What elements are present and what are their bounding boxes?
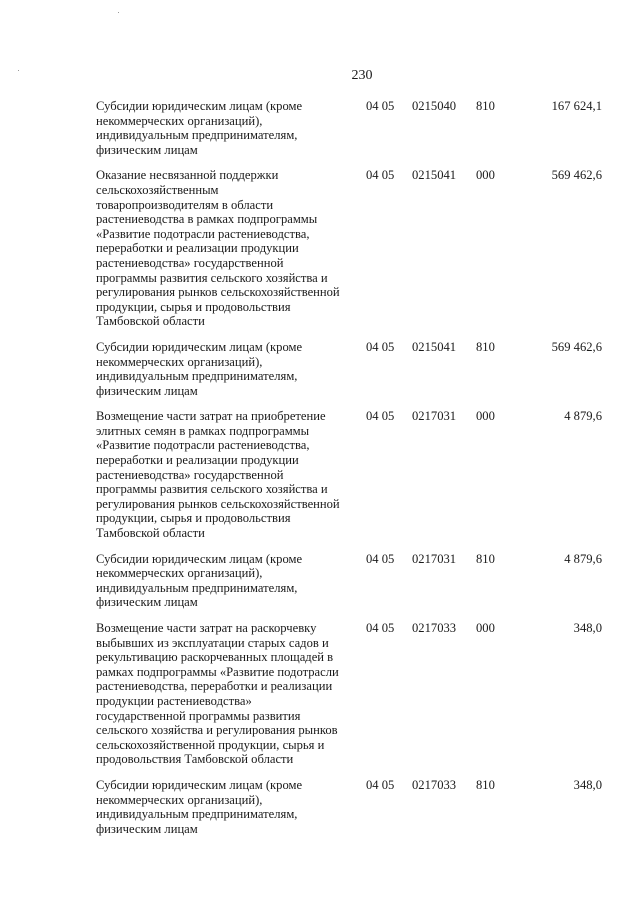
expense-type-code: 810 bbox=[476, 339, 495, 354]
budget-table bbox=[96, 99, 602, 847]
target-code: 0215041 bbox=[412, 339, 457, 354]
section-code: 04 05 bbox=[366, 551, 395, 566]
section-code: 04 05 bbox=[366, 409, 395, 424]
table-row bbox=[96, 778, 602, 847]
amount: 348,0 bbox=[573, 777, 602, 792]
table-row bbox=[96, 340, 602, 409]
expense-type-code: 810 bbox=[476, 551, 495, 566]
target-code: 0217031 bbox=[412, 551, 457, 566]
expense-type-code: 000 bbox=[476, 621, 495, 635]
target-code: 0217033 bbox=[412, 777, 457, 792]
page-number: 230 bbox=[351, 68, 373, 83]
table-row bbox=[96, 99, 602, 168]
amount: 569 462,6 bbox=[551, 168, 602, 183]
amount: 4 879,6 bbox=[564, 551, 602, 566]
target-code: 0215041 bbox=[412, 168, 457, 183]
table-row bbox=[96, 621, 602, 778]
scan-speck bbox=[118, 12, 119, 13]
table-row bbox=[96, 168, 602, 340]
amount: 4 879,6 bbox=[564, 409, 602, 424]
target-code: 0217033 bbox=[412, 621, 457, 635]
amount: 348,0 bbox=[573, 621, 602, 635]
expense-type-code: 000 bbox=[476, 409, 495, 424]
row-name: Субсидии юридическим лицам (кроме некоммерческих организаций), индивидуальным предпринимателям, физическим лицам bbox=[96, 99, 303, 157]
amount: 569 462,6 bbox=[551, 339, 602, 354]
row-name: Оказание несвязанной поддержки сельскохозяйственным товаропроизводителям в области растениеводства в рамках подпрограммы «Развитие подотрасли растениеводства, переработки и реализации продукции растениеводства» государственной программы развития сельского хозяйства и регулирования рынков сельскохозяйственной продукции, сырья и продовольствия Тамбовской области bbox=[96, 168, 340, 329]
row-name: Субсидии юридическим лицам (кроме некоммерческих организаций), индивидуальным предпринимателям, физическим лицам bbox=[96, 777, 303, 836]
expense-type-code: 810 bbox=[476, 777, 495, 792]
expense-type-code: 000 bbox=[476, 168, 495, 183]
row-name: Возмещение части затрат на приобретение элитных семян в рамках подпрограммы «Развитие подотрасли растениеводства, переработки и реализации продукции растениеводства» государственной программы развития сельского хозяйства и регулирования рынков сельскохозяйственной продукции, сырья и продовольствия Тамбовской области bbox=[96, 409, 340, 541]
amount: 167 624,1 bbox=[551, 99, 602, 113]
section-code: 04 05 bbox=[366, 339, 395, 354]
section-code: 04 05 bbox=[366, 777, 395, 792]
target-code: 0217031 bbox=[412, 409, 457, 424]
row-name: Субсидии юридическим лицам (кроме некоммерческих организаций), индивидуальным предпринимателям, физическим лицам bbox=[96, 339, 303, 398]
table-row bbox=[96, 552, 602, 621]
row-name: Субсидии юридическим лицам (кроме некоммерческих организаций), индивидуальным предпринимателям, физическим лицам bbox=[96, 551, 303, 610]
expense-type-code: 810 bbox=[476, 99, 495, 113]
table-row bbox=[96, 409, 602, 551]
section-code: 04 05 bbox=[366, 168, 395, 183]
section-code: 04 05 bbox=[366, 621, 395, 635]
section-code: 04 05 bbox=[366, 99, 395, 113]
row-name: Возмещение части затрат на раскорчевку выбывших из эксплуатации старых садов и рекультивацию раскорчеванных площадей в рамках подпрограммы «Развитие подотрасли растениеводства, переработки и реализации продукции растениеводства» государственной программы развития сельского хозяйства и регулирования рынков сельскохозяйственной продукции, сырья и продовольствия Тамбовской области bbox=[96, 621, 339, 767]
target-code: 0215040 bbox=[412, 99, 457, 113]
